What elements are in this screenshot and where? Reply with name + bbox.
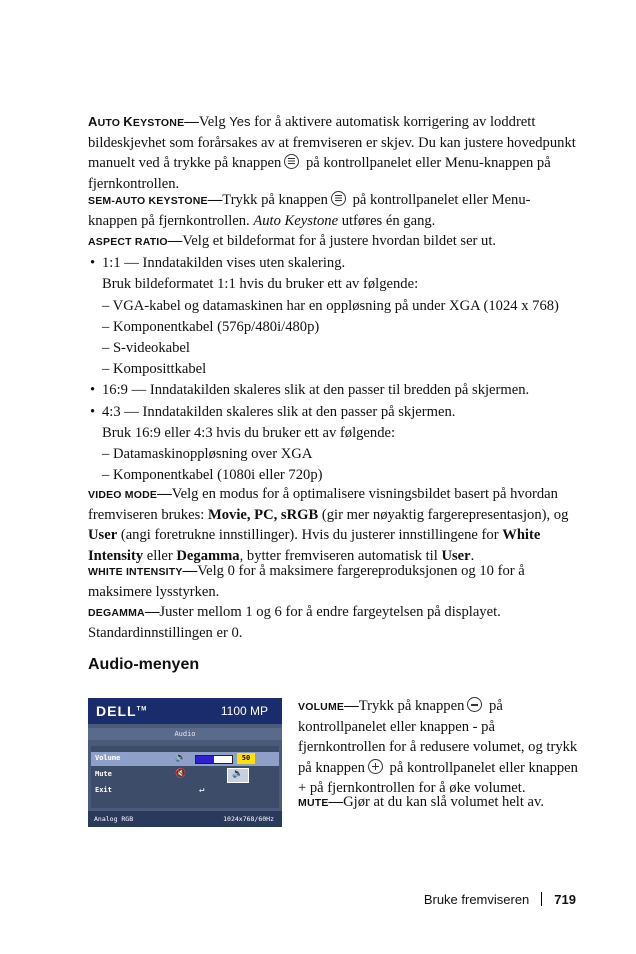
list-subitem: – Komponentkabel (1080i eller 720p) bbox=[102, 467, 323, 484]
list-item: • 1:1 — Inndatakilden vises uten skalering. bbox=[90, 255, 346, 272]
aspect-ratio-section: ASPECT RATIO—Velg et bildeformat for å justere hvordan bildet ser ut. • 1:1 — Inndatakilden vises uten skalering. Bruk bildeformatet 1:1 hvis du bruker ett av følgende: – VGA-kabel og datamaskinen har en oppløsning på under XGA (1024 x 768) – Komponentkabel (576p/480i/480p) – S-videokabel – Komposittkabel • 16:9 — Inndatakilden skaleres slik at den passer til bredden på skjermen. • 4:3 — Inndatakilden skaleres slik at den passer på skjermen. Bruk 16:9 eller 4:3 hvis du bruker ett av følgende: – Datamaskinoppløsning over XGA – Komponentkabel (1080i eller 720p) bbox=[88, 231, 576, 485]
speaker-icon: 🔈 bbox=[232, 769, 244, 779]
mute-paragraph: MUTE—Gjør at du kan slå volumet helt av. bbox=[298, 794, 545, 810]
white-intensity-paragraph: WHITE INTENSITY—Velg 0 for å maksimere fargereproduksjonen og 10 for å maksimere lysstyrken. bbox=[88, 563, 525, 601]
menu-button-icon bbox=[331, 191, 346, 206]
dell-logo: DELL™ bbox=[96, 703, 148, 719]
mute-term: MUTE bbox=[298, 797, 329, 809]
video-mode-term: VIDEO MODE bbox=[88, 489, 158, 501]
osd-title: Audio bbox=[88, 728, 282, 740]
list-subitem: – Komponentkabel (576p/480i/480p) bbox=[102, 318, 320, 335]
video-mode-paragraph: VIDEO MODE—Velg en modus for å optimalisere visningsbildet basert på hvordan fremviseren brukes: Movie, PC, sRGB (gir mer nøyaktig fargerepresentasjon), og User (angi foretrukne innstillinger). Hvis du justerer innstillingene for White Intensity eller Degamma, bytter fremviseren automatisk til User. bbox=[88, 486, 569, 564]
footer-divider bbox=[541, 892, 542, 906]
page-footer bbox=[424, 892, 576, 907]
section-title: Audio-menyen bbox=[88, 656, 200, 673]
menu-button-icon bbox=[284, 154, 299, 169]
page-number: 719 bbox=[554, 892, 576, 907]
speaker-mute-icon: 🔇 bbox=[175, 769, 187, 779]
list-subitem: – VGA-kabel og datamaskinen har en oppløsning på under XGA (1024 x 768) bbox=[102, 297, 559, 314]
plus-button-icon bbox=[368, 759, 383, 774]
minus-button-icon bbox=[467, 697, 482, 712]
volume-value: 50 bbox=[237, 753, 255, 764]
list-subitem: – Datamaskinoppløsning over XGA bbox=[102, 446, 313, 463]
osd-body bbox=[91, 746, 279, 808]
semi-auto-keystone-term: SEM-AUTO KEYSTONE bbox=[88, 195, 208, 207]
osd-model: 1100 MP bbox=[220, 704, 268, 718]
list-subitem: – S-videokabel bbox=[102, 340, 190, 357]
degamma-paragraph: DEGAMMA—Juster mellom 1 og 6 for å endre fargeytelsen på displayet. Standardinnstillingen er 0. bbox=[88, 604, 501, 642]
osd-volume-row[interactable]: Volume 🔈 50 bbox=[91, 752, 279, 766]
list-note: Bruk bildeformatet 1:1 hvis du bruker ett av følgende: bbox=[102, 276, 419, 293]
osd-exit-row[interactable]: Exit ↵ bbox=[91, 784, 279, 798]
semi-auto-keystone-paragraph: SEM-AUTO KEYSTONE—Trykk på knappen på kontrollpanelet eller Menu-knappen på fjernkontrollen. Auto Keystone utføres én gang. bbox=[88, 192, 531, 230]
footer-section: Bruke fremviseren bbox=[423, 892, 530, 907]
white-intensity-term: WHITE INTENSITY bbox=[88, 566, 183, 578]
volume-term: VOLUME bbox=[298, 701, 345, 713]
audio-osd-menu bbox=[88, 698, 282, 827]
aspect-ratio-term: ASPECT RATIO bbox=[88, 236, 168, 248]
osd-header bbox=[88, 698, 282, 724]
auto-keystone-term: AUTO KEYSTONE bbox=[88, 114, 185, 129]
list-note: Bruk 16:9 eller 4:3 hvis du bruker ett av følgende: bbox=[102, 424, 396, 441]
volume-paragraph: VOLUME—Trykk på knappen på kontrollpanelet eller knappen - på fjernkontrollen for å redusere volumet, og trykk på knappen på kontrollpanelet eller knappen + på fjernkontrollen for å øke volumet. bbox=[298, 698, 578, 796]
auto-keystone-paragraph: AUTO KEYSTONE—Velg Yes for å aktivere automatisk korrigering av loddrett bildeskjevhet som forårsakes av at fremviseren er skjev. Du kan justere hovedpunkt manuelt ved å trykke på knappen på kontrollpanelet eller Menu-knappen på fjernkontrollen. bbox=[88, 114, 576, 192]
exit-icon: ↵ bbox=[199, 785, 205, 795]
speaker-icon: 🔈 bbox=[175, 753, 187, 763]
degamma-term: DEGAMMA bbox=[88, 607, 145, 619]
osd-mute-row[interactable]: Mute 🔇 🔈 bbox=[91, 768, 279, 782]
volume-bar[interactable] bbox=[195, 755, 233, 764]
osd-footer: Analog RGB 1024x768/60Hz bbox=[88, 811, 282, 827]
list-item: • 16:9 — Inndatakilden skaleres slik at den passer til bredden på skjermen. bbox=[90, 382, 530, 399]
list-item: • 4:3 — Inndatakilden skaleres slik at den passer på skjermen. bbox=[90, 403, 456, 420]
list-subitem: – Komposittkabel bbox=[102, 361, 207, 378]
